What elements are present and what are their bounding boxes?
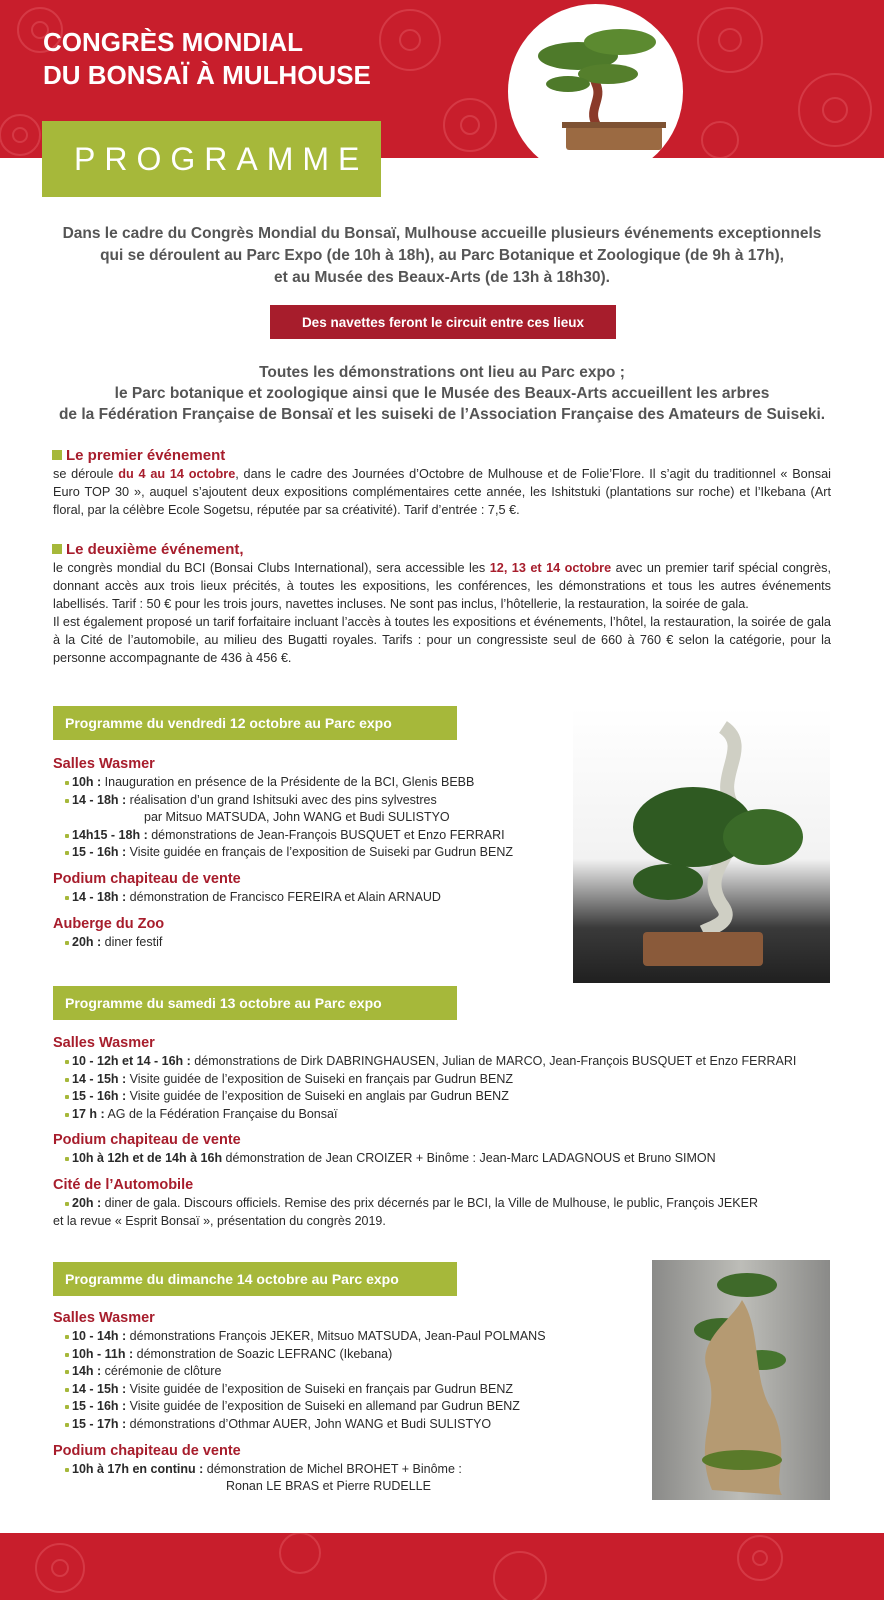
intro-line-2: qui se déroulent au Parc Expo (de 10h à 18h), au Parc Botanique et Zoologique (de 9h à 17h), <box>100 247 784 264</box>
list-item: 15 - 16h : Visite guidée de l’exposition de Suiseki en anglais par Gudrun BENZ <box>72 1088 796 1106</box>
event-2-heading: Le deuxième événement, <box>53 540 831 559</box>
demo-line-3: de la Fédération Française de Bonsaï et les suiseki de l’Association Française des Amateurs de Suiseki. <box>58 406 826 423</box>
shuttle-notice <box>270 305 616 339</box>
event-1 <box>53 446 831 519</box>
friday-podium-list <box>53 889 513 907</box>
footer-banner <box>0 1533 884 1600</box>
event-2-extra: Il est également proposé un tarif forfaitaire incluant l’accès à toutes les expositions et événements, l’hôtel, la restauration, la soirée de gala à la Cité de l’automobile, au milieu des Bugatti royales. Tarifs : pour un congressiste seul de 660 à 760 € selon la catégorie, pour la personne accompagnante de 436 à 456 €. <box>53 615 831 665</box>
list-item: 17 h : AG de la Fédération Française du Bonsaï <box>72 1106 796 1124</box>
list-item: 20h : diner de gala. Discours officiels. Remise des prix décernés par le BCI, la Ville de Mulhouse, le public, François JEKER et la revue « Esprit Bonsaï », présentation du congrès 2019. <box>72 1195 796 1230</box>
list-item: 10h : Inauguration en présence de la Présidente de la BCI, Glenis BEBB <box>72 774 513 792</box>
event-1-heading: Le premier événement <box>53 446 831 465</box>
friday-auberge-list <box>53 934 513 952</box>
saturday-programme-bar: Programme du samedi 13 octobre au Parc expo <box>53 986 457 1020</box>
sunday-salles-title: Salles Wasmer <box>53 1310 155 1326</box>
sunday-salles-list <box>53 1328 546 1434</box>
friday-programme <box>53 754 513 958</box>
saturday-cite-title: Cité de l’Automobile <box>53 1176 194 1193</box>
square-bullet-icon <box>52 450 62 460</box>
intro-line-1: Dans le cadre du Congrès Mondial du Bonsaï, Mulhouse accueille plusieurs événements exceptionnels <box>62 225 822 242</box>
demo-line-1: Toutes les démonstrations ont lieu au Parc expo ; <box>259 364 625 381</box>
square-bullet-icon <box>52 544 62 554</box>
intro-text <box>30 223 854 289</box>
sunday-podium-title: Podium chapiteau de vente <box>53 1442 241 1459</box>
demo-line-2: le Parc botanique et zoologique ainsi que le Musée des Beaux-Arts accueillent les arbres <box>114 385 770 402</box>
intro-line-3: et au Musée des Beaux-Arts (de 13h à 18h30). <box>274 269 610 286</box>
programme-label: PROGRAMME <box>74 140 369 177</box>
bonsai-photo-1 <box>573 707 830 983</box>
list-item: 14 - 18h : démonstration de Francisco FEREIRA et Alain ARNAUD <box>72 889 513 907</box>
list-item: 10h à 17h en continu : démonstration de Michel BROHET + Binôme : Ronan LE BRAS et Pierre RUDELLE <box>72 1461 546 1496</box>
list-item: 10h à 12h et de 14h à 16h démonstration de Jean CROIZER + Binôme : Jean-Marc LADAGNOUS et Bruno SIMON <box>72 1150 796 1168</box>
demo-location-text <box>30 362 854 425</box>
list-item: 14h15 - 18h : démonstrations de Jean-François BUSQUET et Enzo FERRARI <box>72 827 513 845</box>
sunday-programme-bar: Programme du dimanche 14 octobre au Parc expo <box>53 1262 457 1296</box>
list-item: 10 - 14h : démonstrations François JEKER, Mitsuo MATSUDA, Jean-Paul POLMANS <box>72 1328 546 1346</box>
list-item: 14h : cérémonie de clôture <box>72 1363 546 1381</box>
saturday-podium-list <box>53 1150 796 1168</box>
bonsai-photo-2 <box>652 1260 830 1500</box>
list-item: 15 - 16h : Visite guidée en français de l’exposition de Suiseki par Gudrun BENZ <box>72 844 513 862</box>
sunday-podium-list <box>53 1461 546 1496</box>
sunday-programme <box>53 1308 546 1503</box>
list-item: 14 - 15h : Visite guidée de l’exposition de Suiseki en français par Gudrun BENZ <box>72 1071 796 1089</box>
list-item: 15 - 16h : Visite guidée de l’exposition de Suiseki en allemand par Gudrun BENZ <box>72 1398 546 1416</box>
event-2 <box>53 540 831 667</box>
rock-bonsai-icon <box>652 1260 830 1500</box>
saturday-podium-title: Podium chapiteau de vente <box>53 1132 241 1149</box>
programme-label-box <box>42 121 381 197</box>
juniper-bonsai-icon <box>573 707 830 983</box>
saturday-programme <box>53 1033 796 1237</box>
bonsai-header-image <box>508 4 683 179</box>
saturday-salles-title: Salles Wasmer <box>53 1035 155 1051</box>
friday-programme-bar: Programme du vendredi 12 octobre au Parc expo <box>53 706 457 740</box>
bonsai-illustration-icon <box>508 4 683 179</box>
page-title <box>43 26 371 92</box>
event-1-text: se déroule du 4 au 14 octobre, dans le cadre des Journées d’Octobre de Mulhouse et de Folie’Flore. Il s’agit du traditionnel « Bonsai Euro TOP 30 », auquel s’ajoutent deux expositions complémentaires cette année, les Ishitstuki (plantations sur roche) et l’Ikebana (Art floral, par la célèbre Ecole Sogetsu, réputée par sa créativité). Tarif d’entrée : 7,5 €. <box>53 467 831 517</box>
flower-pattern <box>0 1533 884 1600</box>
friday-salles-list <box>53 774 513 862</box>
title-line-2: DU BONSAÏ À MULHOUSE <box>43 60 371 90</box>
friday-salles-title: Salles Wasmer <box>53 756 155 772</box>
list-item: 20h : diner festif <box>72 934 513 952</box>
title-line-1: CONGRÈS MONDIAL <box>43 27 303 57</box>
saturday-salles-list <box>53 1053 796 1123</box>
list-item: 14 - 18h : réalisation d’un grand Ishitsuki avec des pins sylvestres par Mitsuo MATSUDA, John WANG et Budi SULISTYO <box>72 792 513 827</box>
list-item: 15 - 17h : démonstrations d’Othmar AUER, John WANG et Budi SULISTYO <box>72 1416 546 1434</box>
list-item: 10h - 11h : démonstration de Soazic LEFRANC (Ikebana) <box>72 1346 546 1364</box>
saturday-cite-list <box>53 1195 796 1230</box>
shuttle-text: Des navettes feront le circuit entre ces lieux <box>301 314 585 330</box>
event-2-text: le congrès mondial du BCI (Bonsai Clubs International), sera accessible les 12, 13 et 14 octobre avec un premier tarif spécial congrès, donnant accès aux trois lieux précités, à toutes les expositions, les conférences, les démonstrations et tous les autres événements labellisés. Tarif : 50 € pour les trois jours, navettes incluses. Ne sont pas inclus, l’hôtellerie, la restauration, la soirée de gala. <box>53 561 832 611</box>
list-item: 14 - 15h : Visite guidée de l’exposition de Suiseki en français par Gudrun BENZ <box>72 1381 546 1399</box>
friday-auberge-title: Auberge du Zoo <box>53 915 165 932</box>
event-1-dates: du 4 au 14 octobre <box>118 467 236 481</box>
event-2-dates: 12, 13 et 14 octobre <box>489 561 612 575</box>
friday-podium-title: Podium chapiteau de vente <box>53 870 241 887</box>
list-item: 10 - 12h et 14 - 16h : démonstrations de Dirk DABRINGHAUSEN, Julian de MARCO, Jean-François BUSQUET et Enzo FERRARI <box>72 1053 796 1071</box>
